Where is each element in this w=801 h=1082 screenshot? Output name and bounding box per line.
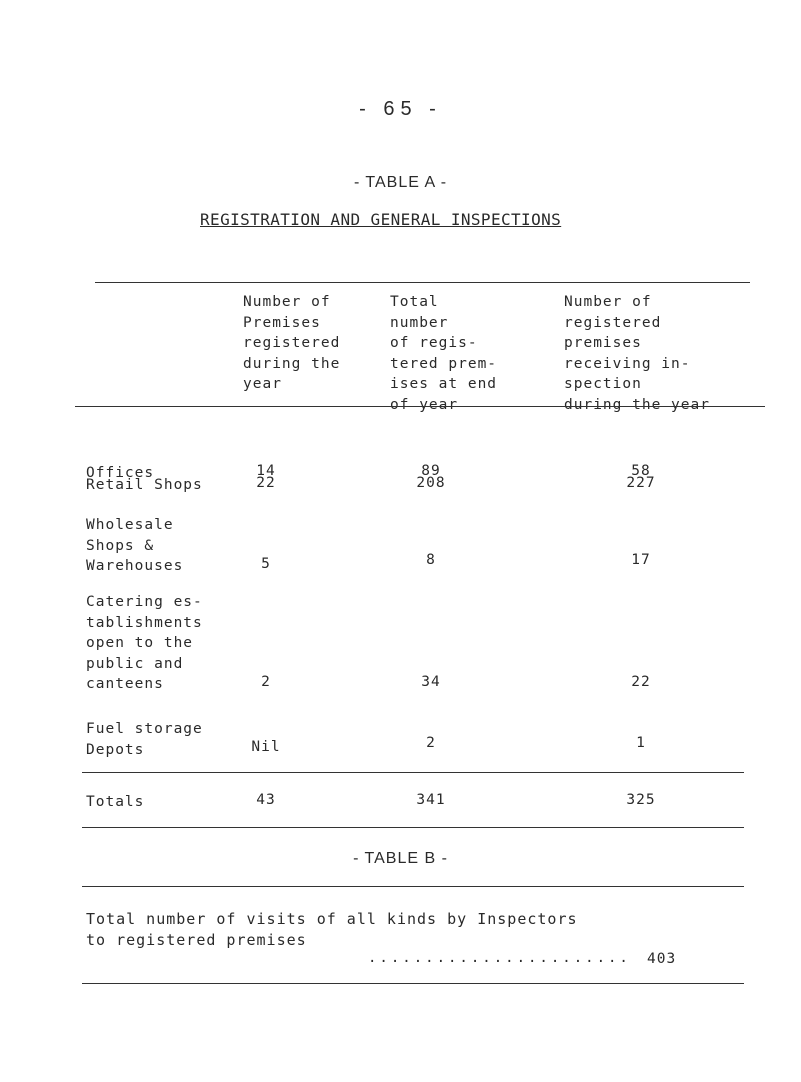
page-number: - 65 - xyxy=(359,98,442,120)
column-header-total: Total number of regis- tered prem- ises at end of year xyxy=(390,294,498,413)
cell-total: 208 xyxy=(416,475,446,491)
table-b-bottom-rule xyxy=(82,983,744,984)
table-a-top-rule xyxy=(95,282,750,283)
cell-inspected: 58 xyxy=(631,463,651,479)
table-a-title: - TABLE A - xyxy=(353,174,448,191)
table-b-title: - TABLE B - xyxy=(353,850,448,867)
cell-inspected: 227 xyxy=(626,475,656,491)
row-category: Offices xyxy=(86,465,155,481)
column-header-inspected: Number of registered premises receiving in- spection during the year xyxy=(564,294,710,413)
table-b-top-rule xyxy=(82,886,744,887)
cell-total: 8 xyxy=(426,552,436,568)
cell-total: 34 xyxy=(421,674,441,690)
totals-total: 341 xyxy=(416,792,446,808)
cell-registered: 22 xyxy=(256,475,276,491)
cell-registered: Nil xyxy=(251,739,281,755)
totals-label: Totals xyxy=(86,794,145,810)
table-a-header-rule xyxy=(75,406,765,407)
cell-registered: 5 xyxy=(261,556,271,572)
row-category: Fuel storage Depots xyxy=(86,721,203,758)
totals-registered: 43 xyxy=(256,792,276,808)
row-category: Retail Shops xyxy=(86,477,203,493)
row-category: Catering es- tablishments open to the public and canteens xyxy=(86,594,203,692)
row-category: Wholesale Shops & Warehouses xyxy=(86,517,184,574)
cell-registered: 2 xyxy=(261,674,271,690)
table-a-subtitle: REGISTRATION AND GENERAL INSPECTIONS xyxy=(200,210,562,229)
cell-total: 2 xyxy=(426,735,436,751)
cell-inspected: 17 xyxy=(631,552,651,568)
cell-inspected: 1 xyxy=(636,735,646,751)
cell-total: 89 xyxy=(421,463,441,479)
table-a-bottom-rule xyxy=(82,827,744,828)
cell-registered: 14 xyxy=(256,463,276,479)
column-header-registered: Number of Premises registered during the year xyxy=(243,294,341,392)
table-a-body-rule xyxy=(82,772,744,773)
leader-dots: ....................... xyxy=(368,950,631,966)
table-b-description-line2: to registered premises xyxy=(86,931,307,949)
totals-inspected: 325 xyxy=(626,792,656,808)
table-b-description-line1: Total number of visits of all kinds by Inspectors xyxy=(86,910,578,928)
table-b-value: 403 xyxy=(647,951,677,967)
cell-inspected: 22 xyxy=(631,674,651,690)
